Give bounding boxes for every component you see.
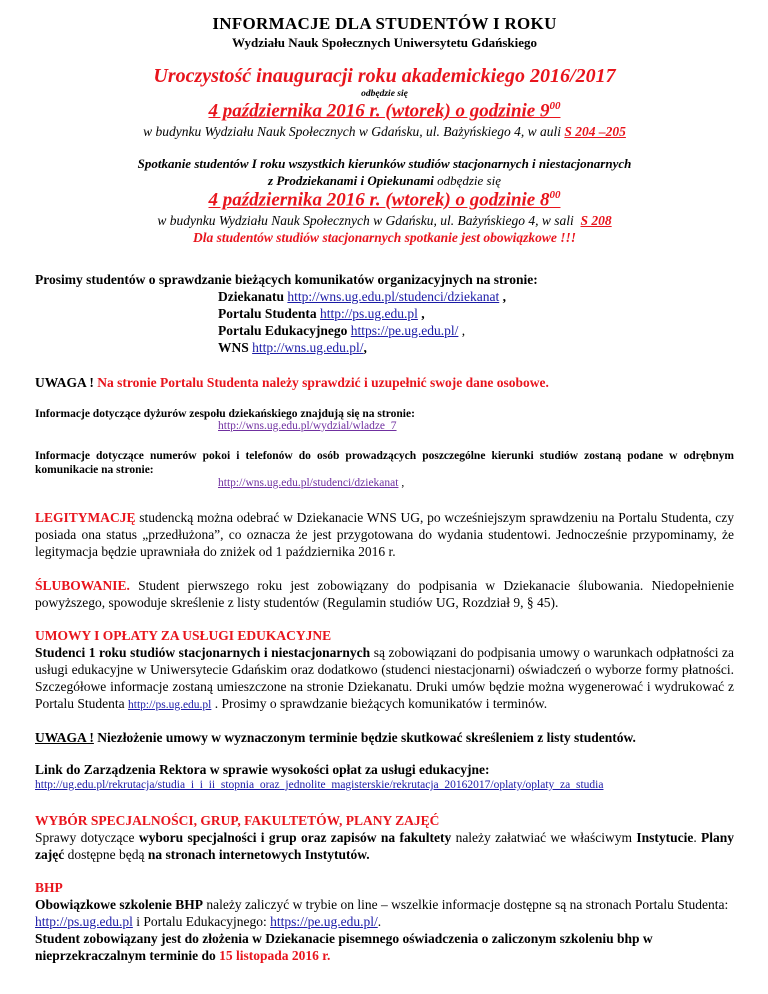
website-row-portal-studenta (218, 305, 734, 322)
meeting-line1: Spotkanie studentów I roku wszystkich kierunków studiów stacjonarnych i niestacjonarnych (137, 156, 632, 172)
document-subtitle: Wydziału Nauk Społecznych Uniwersytetu Gdańskiego (231, 35, 538, 50)
slubowanie-paragraph (35, 577, 734, 611)
slubowanie-heading: ŚLUBOWANIE. (35, 577, 130, 593)
website-label: Portalu Studenta (218, 305, 317, 321)
inauguration-title: Uroczystość inauguracji roku akademickiego 2016/2017 (153, 65, 616, 87)
spec-bold: wyboru specjalności i grup oraz zapisów na fakultety (138, 829, 452, 845)
inauguration-date-text: 4 października 2016 r. (wtorek) o godzinie 9 (208, 100, 550, 122)
websites-list (35, 288, 734, 356)
website-tail: , (421, 305, 425, 321)
warning-label: UWAGA ! (35, 729, 94, 745)
meeting-place (35, 213, 734, 229)
legitymacja-text: studencką można odebrać w Dziekanacie WNS UG, po wcześniejszym sprawdzeniu na Portalu Studenta, czy posiada ona status „przedłużona”, co oznacza że jest przygotowana do wydania studentowi. Jednocześnie przypominamy, że legitymacja będzie uprawniała do zniżek od 1 października 2016 r. (35, 509, 734, 559)
slubowanie-text: Student pierwszego roku jest zobowiązany do podpisania w Dziekanacie ślubowania. Niedopełnienie powyższego, spowoduje skreślenie z listy studentów (Regulamin studiów UG, Rozdział 9, § 45). (35, 577, 734, 610)
inauguration-date (35, 100, 734, 122)
meeting-mandatory: Dla studentów studiów stacjonarnych spotkanie jest obowiązkowe !!! (193, 229, 576, 245)
meeting-room: S 208 (580, 212, 612, 228)
meeting-line2 (35, 173, 734, 189)
warning-text: Na stronie Portalu Studenta należy sprawdzić i uzupełnić swoje dane osobowe. (97, 374, 549, 390)
legitymacja-paragraph (35, 509, 734, 560)
bhp-text: . (377, 913, 382, 929)
meeting-line2-text: odbędzie się (437, 173, 501, 189)
spec-bold: na stronach internetowych Instytutów. (147, 846, 370, 862)
bhp-heading: BHP (35, 879, 63, 895)
spec-bold: Plany zajęć (35, 829, 735, 862)
rooms-info: Informacje dotyczące numerów pokoi i telefonów do osób prowadzących poszczególne kierunki studiów zostaną podane w odrębnym komunikacie na stronie: (35, 449, 734, 476)
meeting-line2-bold: z Prodziekanami i Opiekunami (268, 173, 434, 189)
specialization-paragraph (35, 829, 734, 863)
meeting-place-text: w budynku Wydziału Nauk Społecznych w Gdańsku, ul. Bażyńskiego 4, w sali (157, 212, 574, 228)
bhp-bold: Obowiązkowe szkolenie BHP (35, 896, 203, 912)
rooms-tail: , (401, 476, 405, 489)
website-row-dziekanat (218, 288, 734, 305)
meeting-date (35, 189, 734, 211)
bhp-text: i Portalu Edukacyjnego: (136, 913, 267, 929)
umowy-lead: Studenci 1 roku studiów stacjonarnych i niestacjonarnych (35, 644, 371, 660)
warning-label: UWAGA ! (35, 374, 94, 390)
fees-info: Link do Zarządzenia Rektora w sprawie wysokości opłat za usługi edukacyjne: (35, 761, 490, 777)
spec-text: dostępne będą (67, 846, 145, 862)
rooms-link-row (35, 477, 734, 489)
spec-bold: Instytucie (636, 829, 694, 845)
inauguration-room: S 204 –205 (564, 124, 626, 140)
bhp-text: należy zaliczyć w trybie on line – wszelkie informacje dostępne są na stronach Portalu Studenta: (206, 896, 729, 912)
website-link-dziekanat[interactable]: http://wns.ug.edu.pl/studenci/dziekanat (287, 288, 500, 304)
umowy-text: są zobowiązani do podpisania umowy o warunkach odpłatności za usługi edukacyjne w Uniwersytecie Gdańskim oraz dodatkowo (studenci niestacjonarni) oświadczeń o wyborze formy płatności. Szczegółowe informacje zostaną umieszczone na stronie Dziekanatu. Druki umów będzie można wygenerować i wydrukować z Portalu Studenta (35, 644, 734, 711)
bhp-link-portal-studenta[interactable]: http://ps.ug.edu.pl (35, 913, 133, 929)
umowy-tail: . Prosimy o sprawdzanie bieżących komunikatów i terminów. (214, 695, 548, 711)
document-title: INFORMACJE DLA STUDENTÓW I ROKU (212, 14, 557, 33)
duty-info: Informacje dotyczące dyżurów zespołu dziekańskiego znajdują się na stronie: (35, 407, 415, 420)
website-link-wns[interactable]: http://wns.ug.edu.pl/ (252, 339, 364, 355)
warning-text: Niezłożenie umowy w wyznaczonym terminie będzie skutkować skreśleniem z listy studentów. (97, 729, 636, 745)
duty-link[interactable]: http://wns.ug.edu.pl/wydzial/wladze_7 (218, 419, 397, 432)
website-label: Portalu Edukacyjnego (218, 322, 348, 338)
fees-link[interactable]: http://ug.edu.pl/rekrutacja/studia_i_i_ii_stopnia_oraz_jednolite_magisterskie/rekrutacja_20162017/oplaty/oplaty_za_studia (35, 778, 604, 791)
website-tail: , (502, 288, 506, 304)
bhp-deadline: 15 listopada 2016 r. (219, 947, 331, 963)
spec-text: Sprawy dotyczące (35, 829, 135, 845)
websites-intro: Prosimy studentów o sprawdzanie bieżących komunikatów organizacyjnych na stronie: (35, 271, 538, 287)
specialization-heading: WYBÓR SPECJALNOŚCI, GRUP, FAKULTETÓW, PLANY ZAJĘĆ (35, 812, 440, 828)
website-link-portal-studenta[interactable]: http://ps.ug.edu.pl (320, 305, 418, 321)
bhp-link-portal-edukacyjny[interactable]: https://pe.ug.edu.pl/ (270, 913, 378, 929)
fees-link-row (35, 778, 734, 792)
meeting-date-text: 4 października 2016 r. (wtorek) o godzinie 8 (208, 189, 550, 211)
inauguration-note: odbędzie się (361, 89, 408, 99)
website-link-portal-edukacyjny[interactable]: https://pe.ug.edu.pl/ (350, 322, 459, 338)
website-row-portal-edukacyjny (218, 322, 734, 339)
meeting-date-sup: 00 (549, 189, 561, 202)
website-tail: , (363, 339, 367, 355)
warning-personal-data (35, 375, 734, 391)
inauguration-place (35, 124, 734, 140)
website-label: WNS (218, 339, 249, 355)
inauguration-date-sup: 00 (549, 100, 561, 112)
warning-contract (35, 730, 734, 746)
bhp-paragraph (35, 896, 734, 964)
inauguration-place-text: w budynku Wydziału Nauk Społecznych w Gdańsku, ul. Bażyńskiego 4, w auli (143, 124, 562, 140)
umowy-paragraph (35, 644, 734, 714)
bhp-bold: Student zobowiązany jest do złożenia w Dziekanacie pisemnego oświadczenia o zaliczonym szkoleniu bhp w nieprzekraczalnym terminie do (35, 930, 653, 963)
rooms-link[interactable]: http://wns.ug.edu.pl/studenci/dziekanat (218, 476, 399, 489)
umowy-heading: UMOWY I OPŁATY ZA USŁUGI EDUKACYJNE (35, 627, 332, 643)
website-row-wns (218, 339, 734, 356)
spec-text: . (693, 829, 697, 845)
spec-text: należy załatwiać we właściwym (455, 829, 632, 845)
duty-link-row (35, 420, 734, 432)
website-tail: , (461, 322, 466, 338)
umowy-link[interactable]: http://ps.ug.edu.pl (128, 698, 212, 711)
website-label: Dziekanatu (218, 288, 285, 304)
legitymacja-heading: LEGITYMACJĘ (35, 509, 136, 525)
